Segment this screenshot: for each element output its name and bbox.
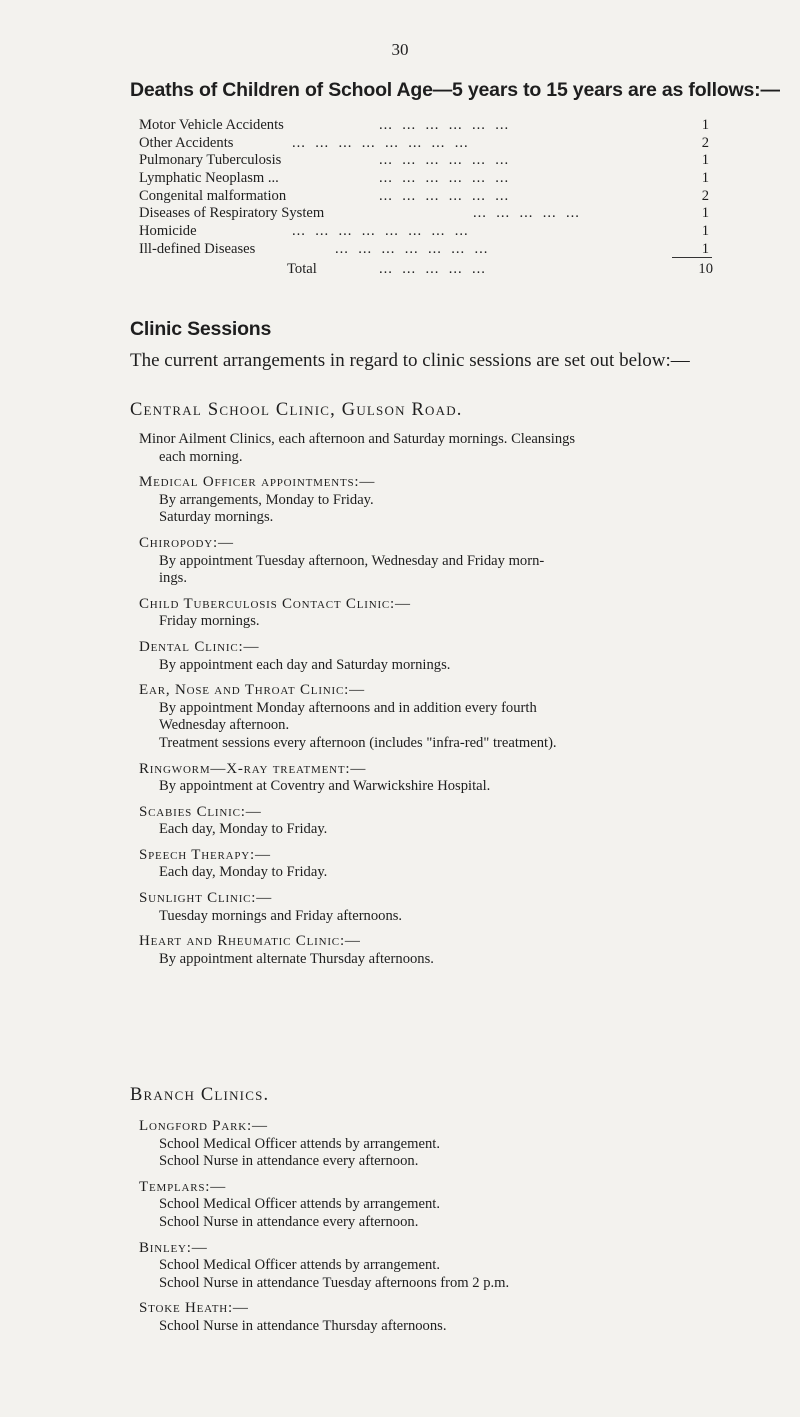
- leader-dots: ... ... ... ... ... ...: [379, 152, 510, 169]
- central-clinic-heading: Central School Clinic, Gulson Road.: [130, 400, 463, 420]
- cause-label: Other Accidents: [139, 134, 234, 151]
- binley-line: School Medical Officer attends by arrangement.: [159, 1257, 440, 1274]
- cause-label: Motor Vehicle Accidents: [139, 117, 284, 133]
- cause-count: 1: [701, 152, 709, 169]
- heart-clinic-heading: Heart and Rheumatic Clinic:—: [139, 933, 361, 950]
- cause-label: Congenital malformation: [139, 187, 287, 204]
- branch-clinics-details: [139, 1118, 779, 1336]
- cause-count: 2: [701, 134, 709, 151]
- table-row: [139, 170, 709, 188]
- total-row: [139, 259, 713, 279]
- cause-label: Ill-defined Diseases: [139, 240, 256, 257]
- total-count: 10: [698, 261, 713, 277]
- table-row: [139, 117, 709, 135]
- leader-dots: ... ... ... ... ... ... ... ...: [292, 134, 469, 151]
- leader-dots: ... ... ... ... ... ... ... ...: [292, 223, 469, 240]
- page-number: 30: [391, 40, 409, 59]
- table-row: [139, 188, 709, 206]
- total-label: Total: [287, 261, 317, 277]
- scabies-clinic-line: Each day, Monday to Friday.: [159, 821, 328, 838]
- cause-count: 1: [701, 117, 709, 133]
- binley-heading: Binley:—: [139, 1239, 208, 1256]
- dental-clinic-line: By appointment each day and Saturday mornings.: [159, 656, 451, 673]
- cause-count: 1: [701, 205, 709, 222]
- clinic-intro: The current arrangements in regard to clinic sessions are set out below:—: [130, 350, 690, 371]
- ent-clinic-line: Wednesday afternoon.: [159, 717, 290, 734]
- tb-clinic-heading: Child Tuberculosis Contact Clinic:—: [139, 595, 411, 612]
- ent-clinic-line: Treatment sessions every afternoon (includes "infra-red" treatment).: [159, 734, 557, 751]
- sunlight-clinic-line: Tuesday mornings and Friday afternoons.: [159, 907, 403, 924]
- cause-count: 1: [701, 170, 709, 187]
- ringworm-heading: Ringworm—X-ray treatment:—: [139, 760, 367, 777]
- chiropody-heading: Chiropody:—: [139, 534, 234, 551]
- cause-label: Lymphatic Neoplasm ...: [139, 170, 279, 187]
- chiropody-line: ings.: [159, 570, 187, 587]
- table-row: [139, 135, 709, 153]
- clinic-sessions-heading: Clinic Sessions: [130, 318, 272, 340]
- cause-label: Diseases of Respiratory System: [139, 205, 325, 222]
- stoke-heath-line: School Nurse in attendance Thursday afternoons.: [159, 1317, 447, 1334]
- longford-heading: Longford Park:—: [139, 1118, 268, 1134]
- table-row: [139, 205, 709, 223]
- leader-dots: ... ... ... ... ... ...: [379, 170, 510, 187]
- total-rule: [672, 257, 712, 258]
- medical-officer-heading: Medical Officer appointments:—: [139, 474, 376, 491]
- cause-count: 2: [701, 187, 709, 204]
- medical-officer-line: Saturday mornings.: [159, 509, 274, 526]
- speech-therapy-heading: Speech Therapy:—: [139, 846, 271, 863]
- minor-ailment-text: Minor Ailment Clinics, each afternoon and Saturday mornings. Cleansings: [139, 431, 576, 447]
- dental-clinic-heading: Dental Clinic:—: [139, 638, 260, 655]
- cause-label: Pulmonary Tuberculosis: [139, 152, 282, 169]
- scabies-clinic-heading: Scabies Clinic:—: [139, 803, 262, 820]
- table-row: [139, 152, 709, 170]
- deaths-table: [139, 117, 709, 259]
- cause-count: 1: [701, 223, 709, 240]
- leader-dots: ... ... ... ... ... ...: [379, 187, 510, 204]
- table-row: [139, 241, 709, 259]
- templars-line: School Medical Officer attends by arrangement.: [159, 1196, 440, 1213]
- templars-line: School Nurse in attendance every afternoon.: [159, 1213, 419, 1230]
- sunlight-clinic-heading: Sunlight Clinic:—: [139, 890, 273, 907]
- longford-line: School Nurse in attendance every afternoon.: [159, 1153, 419, 1170]
- leader-dots: ... ... ... ... ... ... ...: [335, 240, 489, 257]
- ringworm-line: By appointment at Coventry and Warwickshire Hospital.: [159, 778, 491, 795]
- branch-clinics-heading: Branch Clinics.: [130, 1085, 270, 1105]
- leader-dots: ... ... ... ... ... ...: [379, 117, 510, 133]
- minor-ailment-text-cont: each morning.: [159, 448, 243, 465]
- central-clinic-details: [139, 431, 779, 968]
- ent-clinic-line: By appointment Monday afternoons and in addition every fourth: [159, 699, 537, 716]
- leader-dots: ... ... ... ... ...: [379, 261, 486, 277]
- ent-clinic-heading: Ear, Nose and Throat Clinic:—: [139, 682, 365, 699]
- cause-count: 1: [701, 240, 709, 257]
- templars-heading: Templars:—: [139, 1178, 227, 1195]
- deaths-heading: Deaths of Children of School Age—5 years to 15 years are as follows:—: [130, 79, 780, 101]
- speech-therapy-line: Each day, Monday to Friday.: [159, 864, 328, 881]
- chiropody-line: By appointment Tuesday afternoon, Wednesday and Friday morn-: [159, 552, 545, 569]
- tb-clinic-line: Friday mornings.: [159, 613, 260, 630]
- heart-clinic-line: By appointment alternate Thursday afternoons.: [159, 950, 434, 967]
- stoke-heath-heading: Stoke Heath:—: [139, 1300, 249, 1317]
- binley-line: School Nurse in attendance Tuesday afternoons from 2 p.m.: [159, 1274, 510, 1291]
- leader-dots: ... ... ... ... ...: [473, 205, 580, 222]
- table-row: [139, 223, 709, 241]
- cause-label: Homicide: [139, 223, 197, 240]
- medical-officer-line: By arrangements, Monday to Friday.: [159, 491, 374, 508]
- longford-line: School Medical Officer attends by arrangement.: [159, 1135, 440, 1152]
